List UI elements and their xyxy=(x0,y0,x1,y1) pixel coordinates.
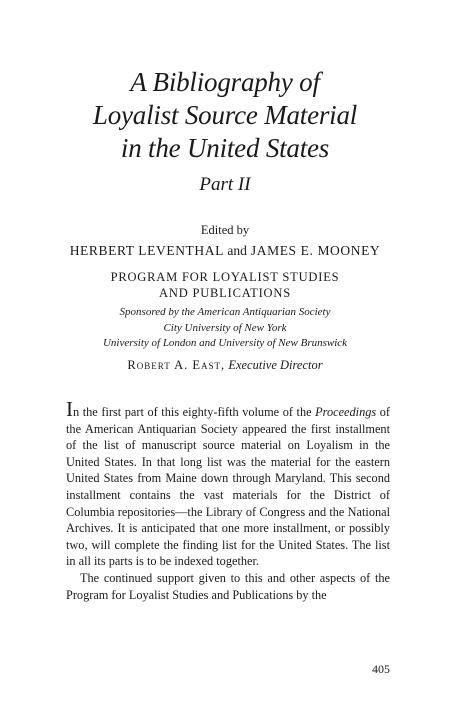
document-title xyxy=(0,66,450,165)
director-title: Executive Director xyxy=(228,358,323,372)
paragraph-2: The continued support given to this and other aspects of the Program for Loyalist Studies and Publications by the xyxy=(66,570,390,602)
sponsor-line-1: Sponsored by the American Antiquarian Society xyxy=(119,306,331,318)
paragraph-1-italic: Proceedings xyxy=(315,405,377,419)
title-line-3: in the United States xyxy=(120,133,330,163)
editor-name-2: JAMES E. MOONEY xyxy=(250,243,381,258)
page-number: 405 xyxy=(372,662,390,676)
drop-cap: I xyxy=(66,397,73,421)
editor-name-1: HERBERT LEVENTHAL xyxy=(69,243,224,258)
part-heading: Part II xyxy=(199,174,251,195)
title-line-2: Loyalist Source Material xyxy=(92,100,358,130)
body-text xyxy=(66,397,390,603)
sponsor-line-3: University of London and University of New Brunswick xyxy=(102,337,348,349)
program-name xyxy=(0,269,450,301)
sponsors-block xyxy=(0,305,450,352)
edited-by-label: Edited by xyxy=(200,223,250,237)
sponsor-line-2: City University of New York xyxy=(163,321,287,334)
director-line xyxy=(0,358,450,373)
paragraph-1-lead: n the first part of this eighty-fifth volume of the xyxy=(73,405,316,419)
program-line-2: AND PUBLICATIONS xyxy=(159,286,291,300)
director-name: Robert A. East, xyxy=(127,358,226,372)
program-line-1: PROGRAM FOR LOYALIST STUDIES xyxy=(110,270,340,284)
editors-line xyxy=(0,243,450,259)
title-line-1: A Bibliography of xyxy=(130,67,320,97)
paragraph-1 xyxy=(66,397,390,570)
paragraph-1-rest: of the American Antiquarian Society appeared the first installment of the list of manuscript source material on Loyalism in the United States. In that long list was the material for the eastern United States from Maine down through Maryland. This second installment contains the vast materials for the District of Columbia repositories—the Library of Congress and the National Archives. It is anticipated that one more installment, or possibly two, will complete the finding list for the United States. The list in all its parts is to be indexed together. xyxy=(66,405,390,569)
editors-conjunction: and xyxy=(227,243,247,258)
